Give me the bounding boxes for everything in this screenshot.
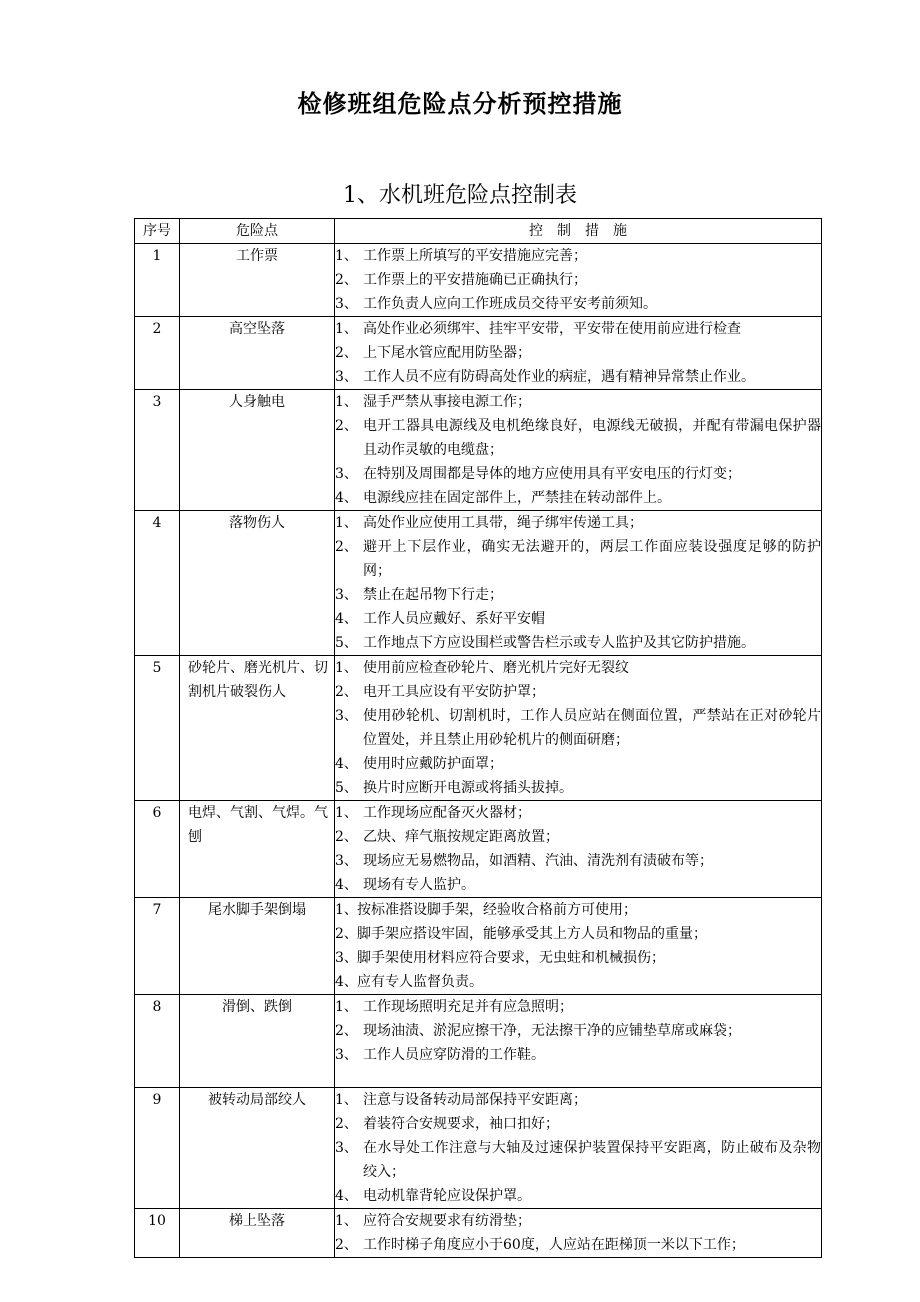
measure-text: 在特别及周围都是导体的地方应使用具有平安电压的行灯变； [363,466,741,482]
measure-item [335,946,821,970]
measure-item [335,776,821,800]
measure-number: 1、 [335,321,358,337]
measure-number: 2、 [335,829,358,845]
measure-item [335,752,821,776]
hazard-cell: 滑倒、跌倒 [180,995,335,1088]
measure-number: 2、 [335,418,358,434]
section-title: 1、水机班危险点控制表 [343,183,577,208]
measure-item [335,462,821,486]
measure-text: 工作负责人应向工作班成员交待平安考前须知。 [363,296,657,312]
table-row [135,801,822,898]
measure-item [335,414,821,462]
hazard-cell: 砂轮片、磨光机片、切割机片破裂伤人 [180,656,335,801]
measures-cell [335,995,822,1088]
measure-item [335,607,821,631]
header-no: 序号 [135,219,180,244]
measure-text: 注意与设备转动局部保持平安距离； [363,1092,587,1108]
row-number: 1 [135,244,180,317]
measure-text: 脚手架使用材料应符合要求，无虫蛀和机械损伤； [357,950,665,966]
table-row [135,995,822,1088]
measure-number: 2、 [335,1116,358,1132]
measure-item [335,825,821,849]
measure-number: 2、 [335,1237,358,1253]
measure-item [335,970,821,994]
measure-number: 1、 [335,1092,358,1108]
measure-number: 1、 [335,394,358,410]
measure-number: 4、 [335,611,358,627]
measure-number: 3、 [335,369,358,385]
measure-number: 3、 [335,1047,358,1063]
measure-number: 3、 [335,587,358,603]
measure-number: 4、 [335,974,358,990]
measure-item [335,1209,821,1233]
measure-text: 脚手架应搭设牢固，能够承受其上方人员和物品的重量； [357,926,707,942]
measure-item [335,1233,821,1257]
measure-item [335,995,821,1019]
measure-number: 2、 [335,345,358,361]
measure-text: 工作地点下方应设围栏或警告栏示或专人监护及其它防护措施。 [363,635,755,651]
measure-number: 1、 [335,902,358,918]
measures-cell [335,1209,822,1258]
header-measures: 控 制 措 施 [335,219,822,244]
measure-item [335,268,821,292]
measure-text: 换片时应断开电源或将插头拔掉。 [363,780,573,796]
measure-number: 4、 [335,877,358,893]
measure-text: 着装符合安规要求，袖口扣好； [363,1116,559,1132]
measure-item [335,898,821,922]
measure-item [335,680,821,704]
measure-text: 工作人员不应有防碍高处作业的病症，遇有精神异常禁止作业。 [363,369,755,385]
row-number: 10 [135,1209,180,1258]
measure-text: 工作人员应戴好、系好平安帽 [363,611,545,627]
measure-item [335,292,821,316]
hazard-cell: 人身触电 [180,390,335,511]
measure-text: 使用时应戴防护面罩； [363,756,503,772]
measure-text: 高处作业必须绑牢、挂牢平安带，平安带在使用前应进行检查 [363,321,741,337]
measure-text: 按标准搭设脚手架，经验收合格前方可使用； [357,902,637,918]
measure-item [335,486,821,510]
row-number: 8 [135,995,180,1088]
measure-item [335,1019,821,1043]
measure-text: 工作票上所填写的平安措施应完善； [363,248,587,264]
measure-number: 3、 [335,950,358,966]
hazard-cell: 工作票 [180,244,335,317]
row-number: 7 [135,898,180,995]
hazard-control-table [134,218,822,1258]
measure-text: 禁止在起吊物下行走； [363,587,503,603]
measure-number: 5、 [335,635,358,651]
measure-item [335,511,821,535]
measure-item [335,390,821,414]
measure-number: 1、 [335,248,358,264]
measure-text: 工作时梯子角度应小于60度，人应站在距梯顶一米以下工作； [363,1237,745,1253]
hazard-cell: 落物伤人 [180,511,335,656]
row-number: 2 [135,317,180,390]
measure-number: 4、 [335,756,358,772]
measures-cell [335,1088,822,1209]
row-number: 6 [135,801,180,898]
measure-text: 工作现场应配备灭火器材； [363,805,531,821]
table-row [135,898,822,995]
measure-number: 5、 [335,780,358,796]
measure-item [335,341,821,365]
measure-item [335,583,821,607]
measure-text: 工作现场照明充足并有应急照明； [363,999,573,1015]
measure-item [335,1043,821,1067]
measure-number: 2、 [335,684,358,700]
measure-number: 3、 [335,708,358,724]
measures-cell [335,898,822,995]
measure-item [335,1136,821,1184]
table-header-row [135,219,822,244]
table-row [135,511,822,656]
measure-number: 1、 [335,660,358,676]
measures-cell [335,656,822,801]
blank-space [335,1067,821,1087]
measure-item [335,365,821,389]
measure-number: 1、 [335,1213,358,1229]
hazard-cell: 电焊、气割、气焊。气刨 [180,801,335,898]
table-row [135,390,822,511]
measure-text: 工作人员应穿防滑的工作鞋。 [363,1047,545,1063]
measure-text: 电开工具应设有平安防护罩； [363,684,545,700]
header-hazard: 危险点 [180,219,335,244]
table-row [135,317,822,390]
measure-number: 4、 [335,1188,358,1204]
measure-item [335,704,821,752]
measure-text: 乙炔、痒气瓶按规定距离放置； [363,829,559,845]
measure-text: 应有专人监督负责。 [357,974,483,990]
measure-item [335,801,821,825]
measure-item [335,317,821,341]
measure-text: 工作票上的平安措施确已正确执行； [363,272,587,288]
row-number: 3 [135,390,180,511]
measure-number: 2、 [335,1023,358,1039]
measure-item [335,535,821,583]
hazard-cell: 被转动局部绞人 [180,1088,335,1209]
measure-text: 电动机靠背轮应设保护罩。 [363,1188,531,1204]
measure-number: 1、 [335,999,358,1015]
measure-item [335,656,821,680]
measure-text: 高处作业应使用工具带，绳子绑牢传递工具； [363,515,643,531]
measure-text: 应符合安规要求有纺滑垫； [363,1213,531,1229]
row-number: 9 [135,1088,180,1209]
measure-number: 1、 [335,515,358,531]
measure-text: 使用砂轮机、切割机时，工作人员应站在侧面位置，严禁站在正对砂轮片位置处，并且禁止用砂轮机片的侧面研磨； [363,708,821,748]
document-title: 检修班组危险点分析预控措施 [297,89,623,118]
measure-number: 3、 [335,466,358,482]
measure-number: 3、 [335,1140,358,1156]
measure-text: 湿手严禁从事接电源工作； [363,394,531,410]
measure-item [335,873,821,897]
measure-number: 4、 [335,490,358,506]
measure-item [335,631,821,655]
measure-text: 电源线应挂在固定部件上，严禁挂在转动部件上。 [363,490,671,506]
measures-cell [335,511,822,656]
measure-item [335,244,821,268]
measure-item [335,1112,821,1136]
table-row [135,1209,822,1258]
measures-cell [335,244,822,317]
hazard-cell: 尾水脚手架倒塌 [180,898,335,995]
measure-number: 3、 [335,296,358,312]
measure-number: 1、 [335,805,358,821]
row-number: 4 [135,511,180,656]
row-number: 5 [135,656,180,801]
measures-cell [335,801,822,898]
measure-item [335,849,821,873]
measure-text: 现场应无易燃物品，如酒精、汽油、清洗剂有渍破布等； [363,853,713,869]
hazard-cell: 梯上坠落 [180,1209,335,1258]
measure-item [335,1088,821,1112]
measure-text: 电开工器具电源线及电机绝缘良好，电源线无破损，并配有带漏电保护器且动作灵敏的电缆盘； [363,418,821,458]
hazard-cell: 高空坠落 [180,317,335,390]
table-row [135,244,822,317]
measure-text: 上下尾水管应配用防坠器； [363,345,531,361]
measure-number: 2、 [335,926,358,942]
measure-item [335,922,821,946]
table-row [135,656,822,801]
measures-cell [335,317,822,390]
measure-text: 使用前应检查砂轮片、磨光机片完好无裂纹 [363,660,629,676]
measure-number: 2、 [335,539,358,555]
measure-text: 现场油渍、淤泥应擦干净，无法擦干净的应铺垫草席或麻袋； [363,1023,741,1039]
measures-cell [335,390,822,511]
table-row [135,1088,822,1209]
measure-text: 在水导处工作注意与大轴及过速保护装置保持平安距离，防止破布及杂物绞入； [363,1140,821,1180]
measure-number: 2、 [335,272,358,288]
measure-text: 现场有专人监护。 [363,877,475,893]
measure-item [335,1184,821,1208]
measure-text: 避开上下层作业，确实无法避开的，两层工作面应装设强度足够的防护网； [363,539,821,579]
measure-number: 3、 [335,853,358,869]
